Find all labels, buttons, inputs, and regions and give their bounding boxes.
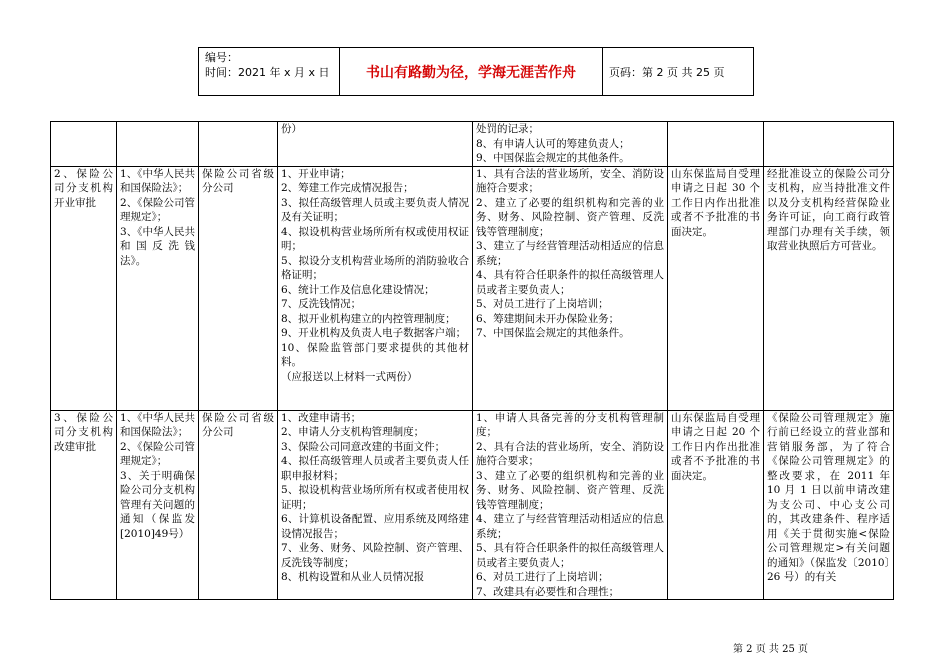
cell-line: 6、统计工作及信息化建设情况； bbox=[281, 283, 435, 296]
cell-conditions bbox=[473, 166, 668, 410]
cell-line: 1、《中华人民共和国保险法》； bbox=[120, 411, 195, 438]
cell-notes bbox=[764, 122, 894, 167]
cell-line: 3、拟任高级管理人员或主要负责人情况及有关证明； bbox=[281, 196, 469, 223]
cell-line: 1、申请人具备完善的分支机构管理制度； bbox=[476, 411, 664, 438]
cell-line: 3、《中华人民共和国反洗钱法》。 bbox=[120, 225, 195, 267]
cell-basis bbox=[117, 166, 199, 410]
cell-line: 2、具有合法的营业场所，安全、消防设施符合要求； bbox=[476, 440, 664, 467]
cell-basis bbox=[117, 122, 199, 167]
cell-notes bbox=[764, 410, 894, 600]
cell-time bbox=[668, 122, 764, 167]
cell-line: 3、关于明确保险公司分支机构管理有关问题的通知（保监发 [2010]49号） bbox=[120, 469, 195, 540]
cell-materials bbox=[278, 122, 473, 167]
cell-time bbox=[668, 166, 764, 410]
table-row bbox=[51, 166, 894, 410]
cell-line: 10、保险监管部门要求提供的其他材料。 bbox=[281, 341, 469, 368]
cell-materials bbox=[278, 166, 473, 410]
cell-line: 3、建立了与经营管理活动相适应的信息系统； bbox=[476, 240, 664, 267]
cell-notes bbox=[764, 166, 894, 410]
cell-line: 5、拟设机构营业场所所有权或者使用权证明； bbox=[281, 484, 469, 511]
approval-table bbox=[50, 121, 894, 600]
cell-time bbox=[668, 410, 764, 600]
table-row bbox=[51, 122, 894, 167]
cell-line: 份） bbox=[281, 123, 302, 135]
cell-line: 5、拟设分支机构营业场所的消防验收合格证明； bbox=[281, 254, 469, 281]
cell-line: 2、申请人分支机构管理制度； bbox=[281, 426, 425, 438]
cell-conditions bbox=[473, 122, 668, 167]
cell-line: 1、开业申请； bbox=[281, 167, 351, 180]
cell-line: 9、中国保监会规定的其他条件。 bbox=[476, 152, 630, 164]
cell-line: 7、改建具有必要性和合理性； bbox=[476, 585, 620, 598]
cell-name bbox=[51, 166, 117, 410]
header-meta bbox=[199, 48, 340, 95]
cell-line: 保险公司省级分公司 bbox=[202, 167, 274, 194]
number-label: 编号： bbox=[205, 51, 238, 64]
cell-line: 7、反洗钱情况； bbox=[281, 298, 362, 310]
cell-line: 3、保险公司同意改建的书面文件； bbox=[281, 440, 446, 453]
cell-line: 2、《保险公司管理规定》； bbox=[120, 196, 195, 223]
page-label: 页码：第 2 页 共 25 页 bbox=[609, 65, 725, 79]
cell-line: 5、对员工进行了上岗培训； bbox=[476, 298, 609, 310]
cell-line: 1、改建申请书； bbox=[281, 411, 362, 424]
cell-line: 2、保险公司分支机构开业审批 bbox=[54, 167, 113, 209]
cell-line: 处罚的记录； bbox=[476, 123, 539, 135]
cell-line: 8、拟开业机构建立的内控管理制度； bbox=[281, 312, 456, 325]
time-label: 时间：2021 年 x 月 x 日 bbox=[205, 66, 330, 79]
cell-line: （应报送以上材料一式两份） bbox=[281, 370, 418, 383]
cell-conditions bbox=[473, 410, 668, 600]
cell-materials bbox=[278, 410, 473, 600]
cell-line: 2、建立了必要的组织机构和完善的业务、财务、风险控制、资产管理、反洗钱等管理制度； bbox=[476, 196, 664, 238]
cell-line: 8、有申请人认可的筹建负责人； bbox=[476, 137, 630, 150]
cell-line: 9、开业机构及负责人电子数据客户端； bbox=[281, 327, 467, 339]
cell-line: 8、机构设置和从业人员情况报 bbox=[281, 571, 425, 583]
cell-line: 4、拟设机构营业场所所有权或使用权证明； bbox=[281, 225, 469, 252]
cell-line: 7、中国保监会规定的其他条件。 bbox=[476, 327, 630, 339]
cell-line: 6、计算机设备配置、应用系统及网络建设情况报告； bbox=[281, 513, 469, 540]
cell-name bbox=[51, 410, 117, 600]
cell-line: 1、具有合法的营业场所，安全、消防设施符合要求； bbox=[476, 167, 664, 194]
cell-line: 经批准设立的保险公司分支机构，应当持批准文件以及分支机构经营保险业务许可证，向工商行政管理部门办理有关手续，领取营业执照后方可营业。 bbox=[767, 167, 890, 252]
page-header bbox=[198, 47, 754, 96]
cell-line: 山东保监局自受理申请之日起 20 个工作日内作出批准或者不予批准的书面决定。 bbox=[671, 411, 760, 482]
cell-line: 《保险公司管理规定》施行前已经设立的营业部和营销服务部，为了符合《保险公司管理规定》的整改要求，在 2011 年 10 月 1 日以前申请改建为支公司、中心支公司的，其改建条件、程序适用《关于贯彻实施<保险公司管理规定>有关问题的通知》（保监发〔2010〕26 号）的有关 bbox=[767, 411, 890, 583]
cell-line: 保险公司省级分公司 bbox=[202, 411, 274, 438]
cell-auth bbox=[199, 166, 278, 410]
cell-line: 5、具有符合任职条件的拟任高级管理人员或者主要负责人； bbox=[476, 542, 664, 569]
cell-basis bbox=[117, 410, 199, 600]
cell-name bbox=[51, 122, 117, 167]
cell-line: 4、拟任高级管理人员或者主要负责人任职申报材料； bbox=[281, 455, 469, 482]
cell-line: 2、《保险公司管理规定》； bbox=[120, 440, 195, 467]
cell-line: 4、具有符合任职条件的拟任高级管理人员或者主要负责人； bbox=[476, 269, 664, 296]
cell-line: 山东保监局自受理申请之日起 30 个工作日内作出批准或者不予批准的书面决定。 bbox=[671, 167, 760, 238]
cell-line: 6、对员工进行了上岗培训； bbox=[476, 571, 609, 583]
motto: 书山有路勤为径，学海无涯苦作舟 bbox=[340, 48, 603, 95]
cell-line: 6、筹建期间未开办保险业务； bbox=[476, 312, 620, 325]
cell-auth bbox=[199, 410, 278, 600]
cell-line: 4、建立了与经营管理活动相适应的信息系统； bbox=[476, 513, 664, 540]
cell-line: 3、保险公司分支机构改建审批 bbox=[54, 411, 113, 453]
cell-auth bbox=[199, 122, 278, 167]
cell-line: 2、筹建工作完成情况报告； bbox=[281, 182, 414, 194]
cell-line: 1、《中华人民共和国保险法》； bbox=[120, 167, 195, 194]
cell-line: 3、建立了必要的组织机构和完善的业务、财务、风险控制、资产管理、反洗钱等管理制度； bbox=[476, 469, 664, 511]
table-row bbox=[51, 410, 894, 600]
cell-line: 7、业务、财务、风险控制、资产管理、反洗钱等制度； bbox=[281, 542, 469, 569]
page-footer: 第 2 页 共 25 页 bbox=[733, 644, 808, 655]
